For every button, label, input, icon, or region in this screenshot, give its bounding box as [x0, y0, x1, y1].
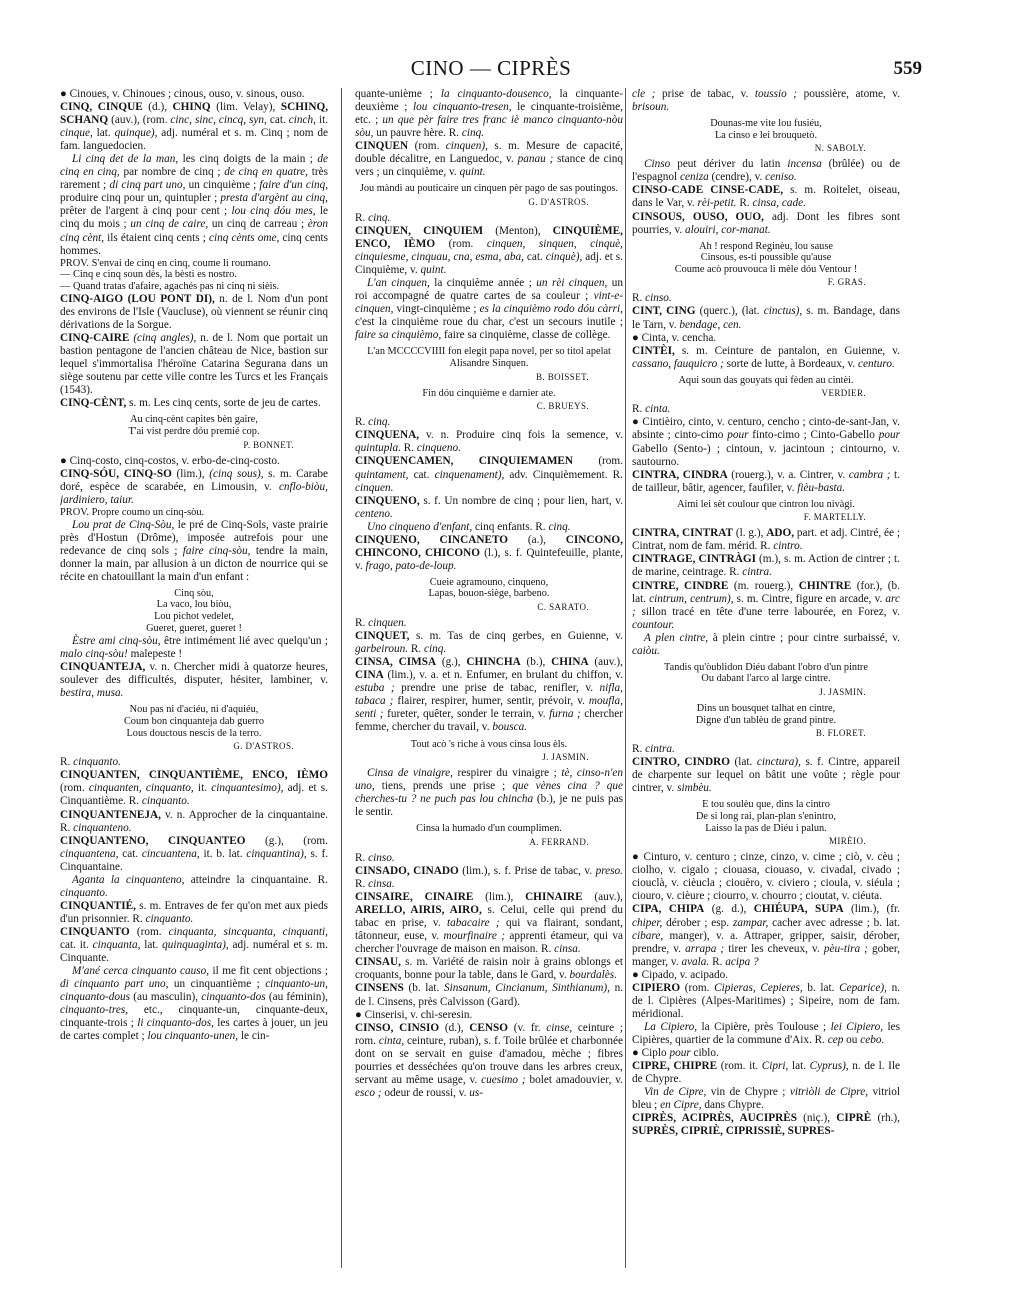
quotation: Cinq sòu, La vaco, lou biòu, Lou pichot vedelet, Gueret, gueret, gueret ! — [146, 587, 242, 634]
quotation-source: B. FLORET. — [815, 728, 866, 739]
dictionary-entry: R. cinta. — [632, 403, 671, 416]
quotation: Aqui soun das gouyats qui fèden au cintèi. — [678, 374, 854, 386]
quotation-source: F. GRAS. — [827, 277, 866, 288]
quotation: Nou pas ni d'aciéu, ni d'aquiéu, Coum bon cinquanteja dab guerro Lous douctous nescis de la terro. — [123, 704, 265, 739]
dictionary-entry: CINQUENA, v. n. Produire cinq fois la semence, v. quintupla. R. cinqueno. — [355, 429, 623, 455]
dictionary-entry: R. cinso. — [355, 852, 395, 864]
entry-paragraph: Li cinq det de la man, les cinq doigts de la main ; de cinq en cinq, par nombre de cinq ; de cinq en quatre, très rarement ; di cinq part uno, un cinquième ; faire d'un cinq, produire cinq pour un, quintupler ; presta d'argènt au cinq, prêter de l'argent à cinq pour cent ; lou cinq dóu mes, le cinq du mois ; un cinq de caire, un cinq de carreau ; èron cinq cènt, ils étaient cinq cents ; cinq cènts ome, cinq cents hommes. — [60, 153, 328, 257]
entry-paragraph: Uno cinqueno d'enfant, cinq enfants. R. cinq. — [367, 520, 571, 533]
dictionary-entry: CINSENS (b. lat. Sinsanum, Cincianum, Sinthianum), n. de l. Cinsens, près Calvisson (Gard). — [355, 982, 623, 1008]
dictionary-entry: CINQ-CAIRE (cinq angles), n. de l. Nom que portait un bastion pentagone de l'ancien château de Nice, bastion sur lequel s'immortalisa l'héroïne Catarina Segurana dans un siège soutenu par cette ville contre les Turcs et les Français (1543). — [60, 332, 328, 397]
entry-paragraph: Lou prat de Cinq-Sòu, le pré de Cinq-Sols, vaste prairie près d'Hostun (Drôme), imposée autrefois pour une redevance de cinq sols ; faire cinq-sòu, tendre la main, donner la main, par allusion à un dicton de nourrice qui se récite en chatouillant la main d'un enfant : — [60, 518, 328, 583]
dictionary-entry: CINSA, CIMSA (g.), CHINCHA (b.), CHINA (auv.), CINA (lim.), v. a. et n. Enfumer, en brulant du chiffon, v. estuba ; prendre une prise de tabac, renifler, v. nifla, tabaca ; flairer, respirer, humer, sentir, prévoir, v. moufla, senti ; fureter, quêter, sonder le terrain, v. furna ; chercher femme, chercher du travail, v. bousca. — [355, 656, 623, 734]
quotation-source: B. BOISSET. — [536, 371, 589, 382]
dictionary-entry: CINTRO, CINDRO (lat. cinctura), s. f. Cintre, appareil de charpente sur lequel on bâtit une voûte ; règle pour cintrer, v. simbèu. — [632, 756, 900, 795]
entry-paragraph: Aganta la cinquanteno, atteindre la cinquantaine. R. cinquanto. — [60, 873, 328, 899]
proverb: PROV. S'envai de cinq en cinq, coume li roumano. — [60, 257, 271, 269]
dictionary-entry: ● Cinq-costo, cinq-costos, v. erbo-de-cinq-costo. — [60, 454, 280, 467]
entry-paragraph: Cinso peut dériver du latin incensa (brûlée) ou de l'espagnol ceniza (cendre), v. ceniso. — [632, 158, 900, 184]
page-number: 559 — [893, 58, 922, 79]
dictionary-entry: quante-unième ; la cinquanto-dousenco, la cinquante-deuxième ; lou cinquanto-tresen, le cinquante-troisième, etc. ; un que pèr faire tres franc iè manco cinquanto-nòu sòu, un pauvre hère. R. cinq. — [355, 88, 623, 140]
quotation: Jou màndi au pouticaire un cinquen pèr pago de sas poutingos. — [359, 183, 619, 195]
dictionary-entry: ● Cinoues, v. Chinoues ; cinous, ouso, v. sinous, ouso. — [60, 88, 305, 100]
proverb: — Cinq e cinq soun dès, la bèsti es nostro. — [60, 269, 237, 281]
dictionary-entry: CINQUENO, CINCANETO (a.), CINCONO, CHINCONO, CHICONO (l.), s. f. Quintefeuille, plante, v. frago, pato-de-loup. — [355, 533, 623, 572]
column-rule — [625, 88, 626, 1268]
column-rule — [341, 88, 342, 1268]
quotation: Ah ! respond Reginèu, lou sause Cinsous, es-ti poussible qu'ause Coume acò prouvouca li mèle dóu Ventour ! — [674, 240, 858, 275]
running-title: CINO — CIPRÈS — [410, 56, 572, 80]
proverb: — Quand tratas d'afaire, agachés pas ni cinq ni sièis. — [60, 281, 280, 293]
entry-paragraph: La Cipiero, la Cipière, près Toulouse ; lei Cipiero, les Cipières, quartier de la commune d'Aix. R. cep ou cebo. — [632, 1020, 900, 1046]
dictionary-entry: CINQUEN, CINQUIEM (Menton), CINQUIÈME, ENCO, IÈMO (rom. cinquen, sinquen, cinquè, cinquiesme, cinquau, cna, esma, aba, cat. cinquè), adj. et s. Cinquième, v. quint. — [355, 225, 623, 277]
column-3 — [632, 88, 900, 1298]
quotation: Cueie agramouno, cinqueno, Lapas, bouon-siège, barbeno. — [428, 576, 550, 600]
dictionary-entry: CIPA, CHIPA (g. d.), CHIÉUPA, SUPA (lim.), (fr. chiper, dérober ; esp. zampar, cacher avec adresse ; b. lat. cibare, manger), v. a. Attraper, gripper, saisir, dérober, prendre, v. arrapa ; tirer les cheveux, v. pèu-tira ; gober, manger, v. avala. R. acipa ? — [632, 903, 900, 968]
dictionary-entry: CINSADO, CINADO (lim.), s. f. Prise de tabac, v. preso. R. cinsa. — [355, 865, 623, 891]
dictionary-entry: CINTRA, CINDRA (rouerg.), v. a. Cintrer, v. cambra ; t. de tailleur, bâtir, agencer, faufiler, v. fièu-basta. — [632, 468, 900, 494]
quotation: Tandis qu'òublidon Diéu dabant l'obro d'un pintre Ou dabant l'arco al large cintre. — [664, 661, 868, 685]
entry-paragraph: M'ané cerca cinquanto causo, il me fit cent objections ; di cinquanto part uno, un cinquantième ; cinquanto-un, cinquanto-dous (au masculin), cinquanto-dos (au féminin), cinquanto-tres, etc., cinquante-un, cinquante-deux, cinquante-trois ; li cinquanto-dos, les cartes à jouer, un jeu de cartes complet ; lou cinquanto-unen, le cin- — [60, 965, 328, 1043]
column-1 — [60, 88, 328, 1298]
dictionary-entry: CINQ-SÓU, CINQ-SO (lim.), (cinq sous), s. m. Carabe doré, espèce de scarabée, en Limousin, v. cnflo-biòu, jardiniero, taiur. — [60, 467, 328, 506]
quotation: E tou soulèu que, dins la cintro De si long rai, plan-plan s'enintro, Laisso la pas de Diéu i palun. — [696, 799, 836, 834]
entry-paragraph: Vin de Cipre, vin de Chypre ; vitriòli de Cipre, vitriol bleu ; en Cipre, dans Chypre. — [632, 1086, 900, 1112]
quotation: Au cinq-cènt capites bèn gaire, T'ai vist perdre dóu premié cop. — [128, 414, 260, 438]
dictionary-entry: R. cinso. — [632, 292, 672, 305]
quotation-source: G. D'ASTROS. — [233, 741, 294, 752]
quotation-source: MIRÈIO. — [828, 836, 866, 847]
page-header — [60, 56, 922, 82]
dictionary-entry: CINQUEN (rom. cinquen), s. m. Mesure de capacité, double décalitre, en Languedoc, v. panau ; stance de cinq vers ; un cinquième, v. quint. — [355, 140, 623, 179]
dictionary-entry: R. cinq. — [355, 416, 391, 429]
dictionary-entry: CINQ, CINQUE (d.), CHINQ (lim. Velay), SCHINQ, SCHANQ (auv.), (rom. cinc, sinc, cincq, syn, cat. cinch, it. cinque, lat. quinque), adj. numéral et s. m. Cinq ; nom de fam. languedocien. — [60, 101, 328, 153]
quotation-source: P. BONNET. — [243, 439, 294, 450]
quotation: Fin dóu cinquième e darnier ate. — [422, 387, 556, 399]
dictionary-entry: R. cinquen. — [355, 617, 407, 630]
dictionary-entry: CINTRAGE, CINTRÀGI (m.), s. m. Action de cintrer ; t. de marine, ceintrage. R. cintra. — [632, 553, 900, 579]
dictionary-entry: CINQUANTEJA, v. n. Chercher midi à quatorze heures, soulever des difficultés, disputer, hésiter, lambiner, v. bestira, musa. — [60, 661, 328, 700]
quotation-source: VERDIER. — [821, 388, 866, 399]
proverb: PROV. Propre coumo un cinq-sòu. — [60, 506, 205, 518]
entry-paragraph: A plen cintre, à plein cintre ; pour cintre surbaissé, v. caiòu. — [632, 631, 900, 657]
dictionary-entry: CINQUANTO (rom. cinquanta, sincquanta, cinquanti, cat. it. cinquanta, lat. quinquaginta), adj. numéral et s. m. Cinquante. — [60, 925, 328, 965]
dictionary-entry: CINTÈI, s. m. Ceinture de pantalon, en Guienne, v. cassano, fauquicro ; sorte de lutte, à Bordeaux, v. centuro. — [632, 344, 900, 370]
quotation-source: F. MARTELLY. — [803, 512, 866, 523]
dictionary-entry: R. cintra. — [632, 743, 675, 756]
quotation-source: G. D'ASTROS. — [528, 196, 589, 207]
dictionary-entry: CINTRA, CINTRAT (l. g.), ADO, part. et adj. Cintré, ée ; Cintrat, nom de fam. mérid. R. cintro. — [632, 527, 900, 553]
quotation: L'an MCCCCVIIII fon elegit papa novel, per so titol apelat Alisandre Sinquen. — [367, 346, 611, 370]
quotation: Aimi lei sèt coulour que cintron lou nivàgi. — [677, 498, 855, 510]
dictionary-entry: R. cinq. — [355, 211, 391, 224]
quotation: Dounas-me vite lou fusiéu, La cinso e lei brouquetò. — [710, 118, 822, 141]
dictionary-entry: ● Cinturo, v. centuro ; cinze, cinzo, v. cime ; ciò, v. cèu ; ciolho, v. cigalo ; ciouasa, ciouaso, v. civadal, civado ; ciouclà, v. cièucla ; ciouèro, v. civiero ; cioula, v. siéula ; ciouro, v. cièure ; ciourro, v. chourro ; cioutat, v. ciéuta. — [632, 851, 900, 903]
dictionary-entry: CIPIERO (rom. Cipieras, Cepieres, b. lat. Ceparice), n. de l. Cipières (Alpes-Maritimes) ; Sipeire, nom de fam. méridional. — [632, 981, 900, 1020]
dictionary-entry: ● Ciplo pour ciblo. — [632, 1046, 719, 1059]
dictionary-entry: CINSO-CADE CINSE-CADE, s. m. Roitelet, oiseau, dans le Var, v. rèi-petit. R. cinsa, cade. — [632, 184, 900, 210]
dictionary-entry: CINSO, CINSIO (d.), CENSO (v. fr. cinse, ceinture ; rom. cinta, ceinture, ruban), s. f. Toile brûlée et charbonnée dont on se servait en guise d'amadou, mèche ; fibres pourries et desséchées qu'on trouve dans les arbres creux, servant au même usage, v. cuesimo ; bolet amadouvier, v. esco ; odeur de roussi, v. us- — [355, 1021, 623, 1099]
quotation-source: C. BRUEYS. — [536, 401, 589, 412]
dictionary-entry: CINSOUS, OUSO, OUO, adj. Dont les fibres sont pourries, v. alouiri, cor-manat. — [632, 210, 900, 236]
dictionary-entry: CIPRÈS, ACIPRÈS, AUCIPRÈS (niç.), CIPRÈ (rh.), SUPRÈS, CIPRIÈ, CIPRISSIÈ, SUPRES- — [632, 1112, 900, 1138]
quotation: Cinsa la humado d'un coumplimen. — [416, 823, 562, 835]
dictionary-entry: CINT, CING (querc.), (lat. cinctus), s. m. Bandage, dans le Tarn, v. bendage, cen. — [632, 305, 900, 331]
entry-paragraph: Cinsa de vinaigre, respirer du vinaigre ; tè, cinso-n'en uno, tiens, prends une prise ; que vènes cina ? que cherches-tu ? ne puch pas lou chincha (b.), je ne puis pas le sentir. — [355, 767, 623, 819]
quotation-source: C. SARATO. — [537, 602, 589, 613]
dictionary-entry: ● Cintièiro, cinto, v. centuro, cencho ; cinto-de-sant-Jan, v. absinte ; cinto-cimo pour finto-cimo ; Cinto-Gabello pour Gabello (Sento-) ; cintoun, v. jacintoun ; cintourno, v. sautourno. — [632, 416, 900, 468]
entry-paragraph: L'an cinquen, la cinquième année ; un rèi cinquen, un roi accompagné de quatre cartes de sa couleur ; vint-e-cinquen, vingt-cinquième ; es la cinquièmo rodo dóu càrri, c'est la cinquième roue du char, c'est un secours inutile ; faire sa cinquièmo, faire sa cinquième, classe de collège. — [355, 277, 623, 342]
column-2 — [355, 88, 623, 1298]
quotation-source: A. FERRAND. — [529, 836, 589, 847]
dictionary-entry: ● Cipado, v. acipado. — [632, 968, 729, 981]
dictionary-entry: CINSAIRE, CINAIRE (lim.), CHINAIRE (auv.), ARELLO, AIRIS, AIRO, s. Celui, celle qui prend du tabac en prise, v. tabacaire ; qui va flairant, sondant, tâtonneur, euse, v. mourfinaire ; apprenti étameur, qui va chercher l'ouvrage de maison en maison. R. cinsa. — [355, 891, 623, 956]
dictionary-entry: R. cinquanto. — [60, 756, 121, 769]
dictionary-entry: CINQUET, s. m. Tas de cinq gerbes, en Guienne, v. garbeiroun. R. cinq. — [355, 630, 623, 656]
quotation: Tout acò 's riche à vous cinsa lous èls. — [410, 738, 568, 750]
entry-paragraph: Èstre ami cinq-sòu, être intimément lié avec quelqu'un ; malo cinq-sòu! malepeste ! — [60, 635, 328, 661]
dictionary-entry: CINQUENO, s. f. Un nombre de cinq ; pour lien, hart, v. centeno. — [355, 494, 623, 520]
dictionary-entry: CINQUENCAMEN, CINQUIEMAMEN (rom. quintament, cat. cinquenament), adv. Cinquièmement. R. cinquen. — [355, 455, 623, 494]
dictionary-entry: CINQUANTEN, CINQUANTIÈME, ENCO, IÈMO (rom. cinquanten, cinquanto, it. cinquantesimo), adj. et s. Cinquantième. R. cinquanto. — [60, 769, 328, 808]
dictionary-entry: cle ; prise de tabac, v. toussio ; poussière, atome, v. brisoun. — [632, 88, 900, 114]
dictionary-entry: CINQUANTIÉ, s. m. Entraves de fer qu'on met aux pieds d'un prisonnier. R. cinquanto. — [60, 899, 328, 925]
dictionary-entry: ● Cinta, v. cencha. — [632, 331, 717, 344]
dictionary-entry: CINTRE, CINDRE (m. rouerg.), CHINTRE (for.), (b. lat. cintrum, centrum), s. m. Cintre, figure en arcade, v. arc ; sillon tracé en tête d'une terre labourée, en Forez, v. countour. — [632, 579, 900, 631]
dictionary-entry: CINQUANTENEJA, v. n. Approcher de la cinquantaine. R. cinquanteno. — [60, 808, 328, 834]
dictionary-entry: ● Cinserisi, v. chi-seresin. — [355, 1008, 473, 1021]
quotation-source: J. JASMIN. — [542, 752, 589, 763]
quotation-source: N. SABOLY. — [814, 143, 866, 154]
dictionary-entry: CINSAU, s. m. Variété de raisin noir à grains oblongs et croquants, bonne pour la table, dans le Gard, v. bourdalès. — [355, 956, 623, 982]
dictionary-entry: CINQUANTENO, CINQUANTEO (g.), (rom. cinquantena, cat. cincuantena, it. b. lat. cinquantina), s. f. Cinquantaine. — [60, 834, 328, 873]
quotation-source: J. JASMIN. — [819, 686, 866, 697]
dictionary-entry: CIPRE, CHIPRE (rom. it. Cipri, lat. Cyprus), n. de l. Ile de Chypre. — [632, 1060, 900, 1086]
dictionary-entry: CINQ-CÈNT, s. m. Les cinq cents, sorte de jeu de cartes. — [60, 397, 321, 410]
dictionary-entry: CINQ-AIGO (LOU PONT DI), n. de l. Nom d'un pont des environs de l'Isle (Vaucluse), où viennent se réunir cinq dérivations de la Sorgue. — [60, 293, 328, 332]
quotation: Dins un bousquet talhat en cintre, Digne d'un tablèu de grand pintre. — [695, 703, 837, 726]
